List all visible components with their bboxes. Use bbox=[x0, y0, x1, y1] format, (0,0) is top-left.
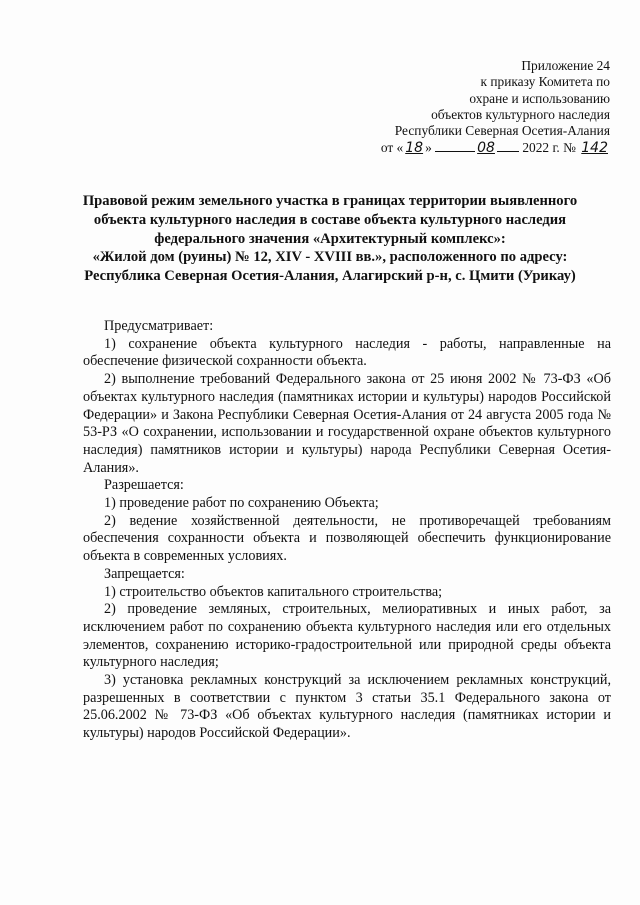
forbidden-heading: Запрещается: bbox=[104, 565, 185, 582]
date-quote-close: » bbox=[425, 140, 432, 156]
forbidden-item: 1) строительство объектов капитального строительства; bbox=[104, 583, 443, 600]
order-reference: к приказу Комитета по bbox=[480, 74, 610, 90]
provides-item: 2) выполнение требований Федерального закона от 25 июня 2002 № 73-ФЗ «Об объектах культурного наследия (памятниках истории и культуры) народов Российской Федерации» и Закона Республики Северная Осетия-Алания от 24 августа 2005 года № 53-РЗ «О сохранении, использовании и государственной охране объектов культурного наследия) памятников истории и культуры) народа Республики Северная Осетия-Алания». bbox=[83, 371, 611, 476]
title-line: «Жилой дом (руины) № 12, XIV - XVIII вв.», расположенного по адресу: bbox=[92, 249, 568, 266]
appendix-number: Приложение 24 bbox=[521, 58, 610, 73]
forbidden-item: 2) проведение земляных, строительных, мелиоративных и иных работ, за исключением работ по сохранению объекта культурного наследия или его отдельных элементов, сохранению историко-градостроительной или природной среды объекта культурного наследия; bbox=[83, 601, 611, 671]
forbidden-item: 3) установка рекламных конструкций за исключением рекламных конструкций, разрешенных в соответствии с пунктом 3 статьи 35.1 Федерального закона от 25.06.2002 № 73-ФЗ «Об объектах культурного наследия (памятниках истории и культуры) народов Российской Федерации». bbox=[83, 672, 611, 742]
order-date-line bbox=[381, 139, 610, 156]
document-body bbox=[83, 318, 611, 743]
date-blank-line bbox=[435, 139, 475, 152]
provides-heading: Предусматривает: bbox=[104, 318, 214, 334]
handwritten-day: 18 bbox=[405, 140, 424, 157]
date-blank-line bbox=[497, 139, 519, 152]
document-title bbox=[60, 192, 600, 286]
committee-name-line: объектов культурного наследия bbox=[431, 106, 610, 122]
approval-header bbox=[381, 58, 610, 157]
allowed-item: 2) ведение хозяйственной деятельности, не противоречащей требованиям обеспечения сохранности объекта и позволяющей обеспечить функционирование объекта в современных условиях. bbox=[83, 512, 611, 565]
title-line: объекта культурного наследия в составе объекта культурного наследия bbox=[93, 211, 567, 228]
date-prefix: от « bbox=[380, 140, 404, 156]
title-line: федерального значения «Архитектурный комплекс»: bbox=[154, 230, 506, 247]
allowed-item: 1) проведение работ по сохранению Объекта; bbox=[104, 495, 379, 512]
committee-name-line: охране и использованию bbox=[469, 90, 610, 106]
handwritten-order-number: 142 bbox=[581, 140, 608, 157]
year-and-number-label: 2022 г. № bbox=[522, 140, 576, 156]
allowed-heading: Разрешается: bbox=[104, 477, 184, 494]
title-line: Правовой режим земельного участка в границах территории выявленного bbox=[82, 193, 578, 209]
provides-item: 1) сохранение объекта культурного наследия - работы, направленные на обеспечение физической сохранности объекта. bbox=[83, 335, 611, 370]
republic-name: Республики Северная Осетия-Алания bbox=[394, 123, 610, 139]
title-line: Республика Северная Осетия-Алания, Алагирский р-н, с. Цмити (Урикау) bbox=[84, 268, 576, 285]
handwritten-month: 08 bbox=[477, 140, 495, 157]
